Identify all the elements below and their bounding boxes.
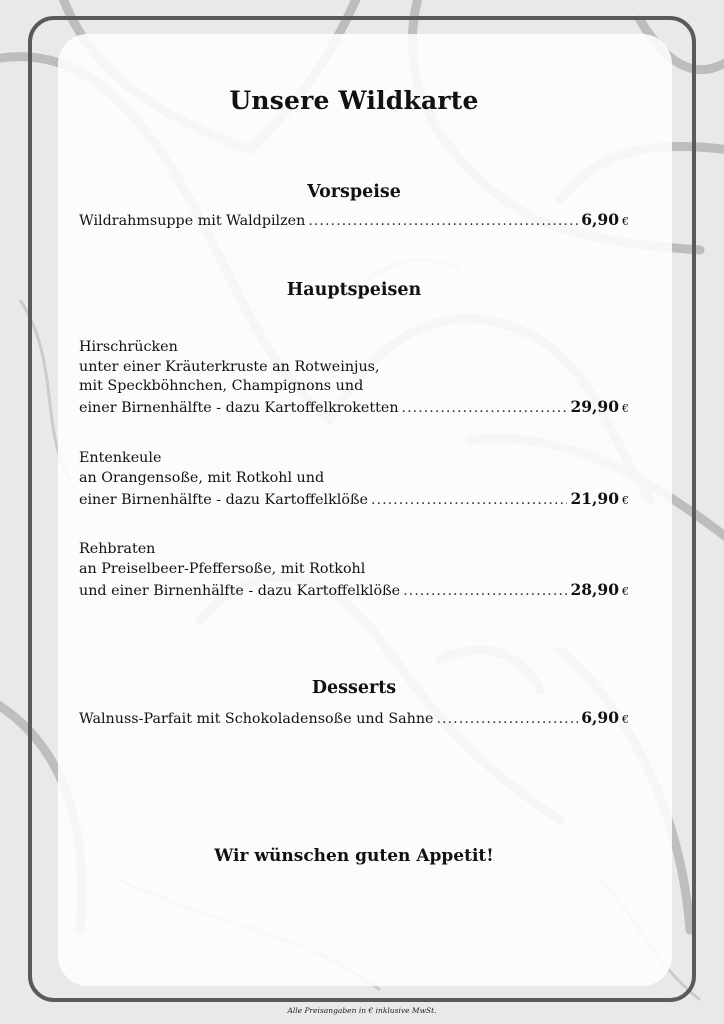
menu-item-line: mit Speckböhnchen, Champignons und [79, 378, 364, 395]
menu-item-hirschruecken [79, 338, 629, 419]
menu-item-line: einer Birnenhälfte - dazu Kartoffelkroketten [79, 400, 399, 417]
menu-item-line: einer Birnenhälfte - dazu Kartoffelklöße [79, 491, 368, 508]
menu-item-price: 6,90 € [581, 210, 629, 229]
menu-item-price-row [79, 580, 629, 602]
currency-symbol: € [622, 402, 629, 416]
dot-leader [402, 399, 568, 419]
menu-title: Unsere Wildkarte [229, 86, 479, 115]
currency-symbol: € [622, 584, 629, 598]
price-footnote: Alle Preisangaben in € inklusive MwSt. [287, 1006, 437, 1015]
currency-symbol: € [622, 712, 629, 726]
section-title-hauptspeisen: Hauptspeisen [286, 279, 422, 300]
dot-leader [371, 491, 567, 511]
menu-item-line: an Orangensoße, mit Rotkohl und [79, 469, 325, 486]
menu-item-starter [79, 210, 629, 232]
menu-item-price: 6,90 € [581, 707, 629, 727]
section-title-vorspeise: Vorspeise [307, 182, 401, 202]
menu-item-line: Rehbraten [79, 541, 156, 558]
menu-item-line: an Preiselbeer-Pfeffersoße, mit Rotkohl [79, 561, 366, 578]
currency-symbol: € [622, 493, 629, 507]
menu-item-price: 28,90 € [570, 579, 629, 599]
menu-content [79, 80, 629, 730]
menu-item-entenkeule [79, 449, 629, 510]
menu-item-name: Wildrahmsuppe mit Waldpilzen [79, 213, 306, 229]
menu-item-line: und einer Birnenhälfte - dazu Kartoffelklöße [79, 582, 401, 599]
menu-item-price: 21,90 € [570, 488, 629, 508]
section-title-desserts: Desserts [311, 677, 397, 698]
dot-leader [308, 212, 578, 232]
menu-item-price-row [79, 489, 629, 511]
dot-leader [403, 582, 567, 602]
currency-symbol: € [622, 215, 629, 228]
menu-item-name: Walnuss-Parfait mit Schokoladensoße und Sahne [79, 710, 434, 727]
menu-item-line: Hirschrücken [79, 338, 178, 355]
menu-item-rehbraten [79, 540, 629, 601]
menu-item-line: Entenkeule [79, 449, 162, 466]
menu-item-dessert [79, 708, 629, 730]
dot-leader [437, 710, 579, 730]
menu-item-price: 29,90 € [570, 397, 629, 417]
closing-message: Wir wünschen guten Appetit! [214, 846, 494, 866]
menu-item-line: unter einer Kräuterkruste an Rotweinjus, [79, 358, 380, 375]
menu-item-price-row [79, 397, 629, 419]
